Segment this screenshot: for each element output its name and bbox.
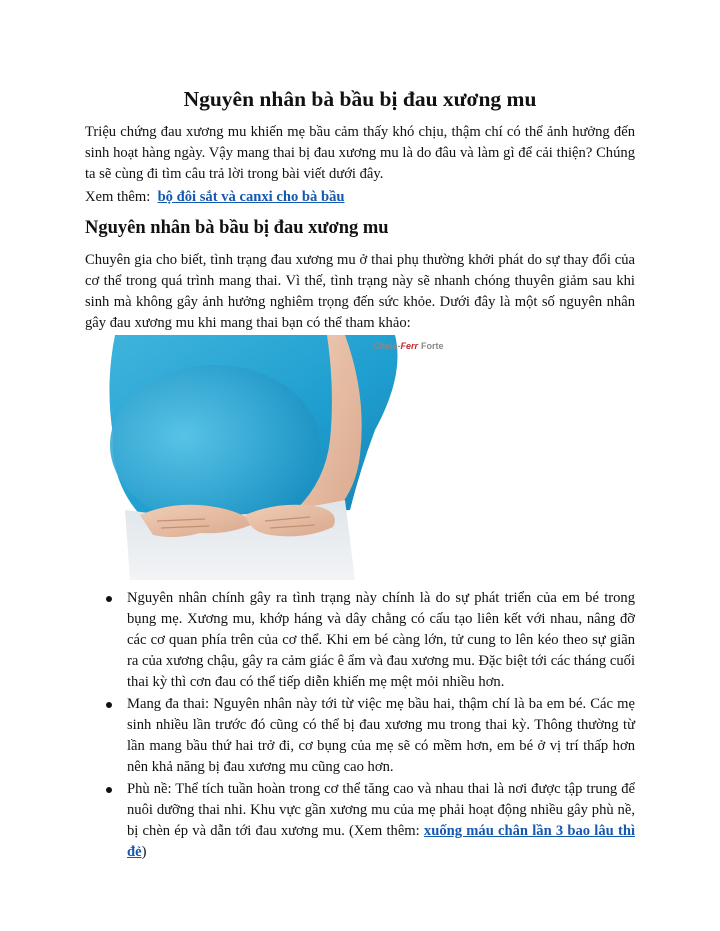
related-article-link[interactable]: xuống máu chân lần 3 bao lâu thì đẻ [127, 823, 636, 860]
see-also-label: Xem thêm: [85, 189, 151, 205]
see-also-link[interactable]: bộ đôi sắt và canxi cho bà bầu [157, 189, 345, 205]
see-also-line [85, 187, 345, 208]
watermark-logo: Chela-Ferr Forte [373, 341, 444, 351]
bullet-icon [106, 596, 112, 602]
page-title: Nguyên nhân bà bầu bị đau xương mu [183, 87, 537, 111]
intro-paragraph: Triệu chứng đau xương mu khiến mẹ bầu cảm thấy khó chịu, thậm chí có thể ảnh hưởng đến sinh hoạt hàng ngày. Vậy mang thai bị đau xương mu là do đâu và làm gì để cải thiện? Chúng ta sẽ cùng đi tìm câu trả lời trong bài viết dưới đây. [85, 124, 635, 182]
section-heading: Nguyên nhân bà bầu bị đau xương mu [85, 218, 389, 238]
list-item-text: Phù nề: Thể tích tuần hoàn trong cơ thể tăng cao và nhau thai là nơi được tập trung để nuôi dưỡng thai nhi. Khu vực gần xương mu của mẹ phải hoạt động nhiều gây phù nề, bị chèn ép và dẫn tới đau xương mu. (Xem thêm: [127, 781, 635, 839]
list-item-text: Nguyên nhân chính gây ra tình trạng này chính là do sự phát triển của em bé trong bụng mẹ. Xương mu, khớp háng và dây chằng có cấu tạo liên kết với nhau, nâng đỡ các cơ quan phía trên của cơ thể. Khi em bé càng lớn, tử cung to lên kéo theo sự giãn ra của xương chậu, gây ra cảm giác ê ẩm và đau xương mu. Đặc biệt tới các tháng cuối thai kỳ thì cơn đau có thể tiếp diễn khiến mẹ mệt mỏi nhiều hơn. [127, 590, 635, 690]
pregnant-woman-photo [105, 335, 485, 580]
cause-list [85, 588, 635, 864]
list-item [85, 779, 635, 863]
section-paragraph: Chuyên gia cho biết, tình trạng đau xương mu ở thai phụ thường khởi phát do sự thay đổi của cơ thể trong quá trình mang thai. Vì thế, tình trạng này sẽ nhanh chóng thuyên giảm sau khi sinh mà không gây ảnh hưởng nghiêm trọng đến sức khỏe. Dưới đây là một số nguyên nhân gây đau xương mu khi mang thai bạn có thể tham khảo: [85, 252, 635, 331]
bullet-icon [106, 787, 112, 793]
bullet-icon [106, 702, 112, 708]
list-item-suffix: ) [141, 844, 147, 860]
list-item [85, 588, 635, 693]
list-item-text: Mang đa thai: Nguyên nhân này tới từ việc mẹ bầu hai, thậm chí là ba em bé. Các mẹ sinh nhiều lần trước đó cũng có thể bị đau xương mu trong thai kỳ. Thông thường từ lần mang bầu thứ hai trở đi, cơ bụng của mẹ sẽ có mềm hơn, em bé ở vị trí thấp hơn nên khả năng bị đau xương mu cũng cao hơn. [127, 696, 635, 775]
list-item [85, 694, 635, 778]
